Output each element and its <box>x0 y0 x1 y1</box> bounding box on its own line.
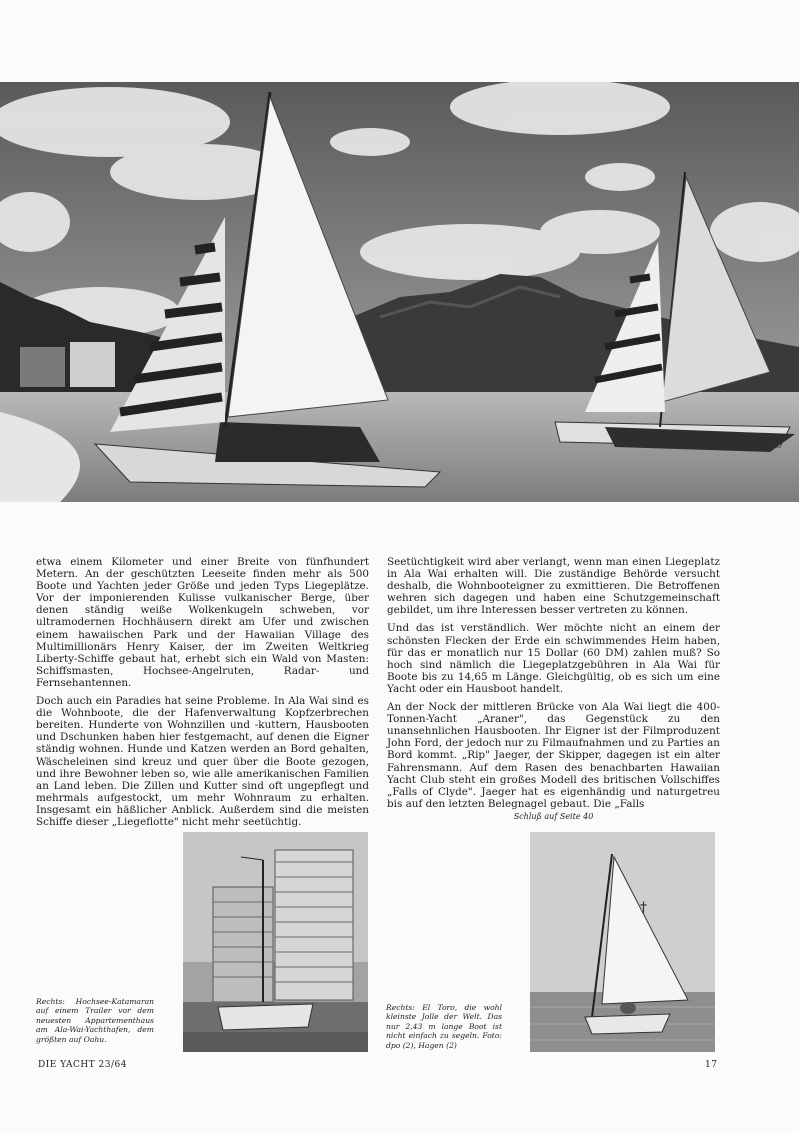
photo-harbor-apartment <box>183 832 368 1052</box>
text-column-right <box>387 556 720 823</box>
paragraph: Seetüchtigkeit wird aber verlangt, wenn man einen Liegeplatz in Ala Wai erhalten will. Die zuständige Behörde versucht deshalb, die Wohnbooteigner zu exmittieren. Die Betroffenen wehren sich dagegen und haben eine Schutzgemeinschaft gebildet, um ihre Interessen besser vertreten zu können. <box>387 556 720 617</box>
paragraph: Und das ist verständlich. Wer möchte nicht an einem der schönsten Flecken der Erde ein schwimmendes Heim haben, für das er monatlich nur 15 Dollar (60 DM) zahlen muß? So hoch sind nämlich die Liegeplatzgebühren in Ala Wai für Boote bis zu 14,65 m Länge. Gleichgültig, ob es sich um eine Yacht oder ein Hausboot handelt. <box>387 622 720 695</box>
footer-magazine: DIE YACHT 23/64 <box>38 1060 127 1070</box>
photo-harbor-apartment-image <box>183 832 368 1052</box>
paragraph: Doch auch ein Paradies hat seine Probleme. In Ala Wai sind es die Wohnboote, die der Hafenverwaltung Kopfzerbrechen bereiten. Hunderte von Wohnzillen und -kuttern, Hausbooten und Dschunken haben hier festgemacht, auf denen die Eigner ständig wohnen. Hunde und Katzen werden an Bord gehalten, Wäscheleinen sind kreuz und quer über die Boote gezogen, und ihre Bewohner leben so, wie alle amerikanischen Familien an Land leben. Die Zillen und Kutter sind oft ungepflegt und mehrmals aufgestockt, um mehr Wohnraum zu erhalten. Insgesamt ein häßlicher Anblick. Außerdem sind die meisten Schiffe dieser „Liegeflotte" nicht mehr seetüchtig. <box>36 695 369 828</box>
main-photo <box>0 82 799 502</box>
page-number: 17 <box>705 1060 718 1070</box>
continued-note: Schluß auf Seite 40 <box>513 811 594 821</box>
paragraph: An der Nock der mittleren Brücke von Ala Wai liegt die 400-Tonnen-Yacht „Araner", das Gegenstück zu den unansehnlichen Hausbooten. Ihr Eigner ist der Filmproduzent John Ford, der jedoch nur zu Filmaufnahmen und zu Parties an Bord kommt. „Rip" Jaeger, der Skipper, dagegen ist ein alter Fahrensmann. Auf dem Rasen des benachbarten Hawaiian Yacht Club steht ein großes Modell des britischen Vollschiffes „Falls of Clyde". Jaeger hat es eigenhändig und naturgetreu bis auf den letzten Belegnagel gebaut. Die „Falls <box>387 701 720 810</box>
caption-right: Rechts: El Toro, die wohl kleinste Jolle der Welt. Das nur 2,43 m lange Boot ist nicht einfach zu segeln. Foto: dpo (2), Hagen (2) <box>386 1003 502 1050</box>
text-column-left <box>36 556 369 834</box>
main-photo-image <box>0 82 799 502</box>
photo-el-toro-dinghy-image <box>530 832 715 1052</box>
photo-el-toro-dinghy <box>530 832 715 1052</box>
svg-text:†: † <box>640 900 647 916</box>
caption-left: Rechts: Hochsee-Katamaran auf einem Trailer vor dem neuesten Appartementhaus am Ala-Wai-Yachthafen, dem größten auf Oahu. <box>36 997 154 1044</box>
paragraph: etwa einem Kilometer und einer Breite von fünfhundert Metern. An der geschützten Leeseite finden mehr als 500 Boote und Yachten jeder Größe und jeden Typs Liegeplätze. Vor der imponierenden Kulisse vulkanischer Berge, über denen ständig weiße Wolkenkugeln schweben, vor ultramodernen Hochhäusern direkt am Ufer und zwischen einem hawaiischen Park und der Hawaiian Village des Multimillionärs Henry Kaiser, der im Zweiten Weltkrieg Liberty-Schiffe gebaut hat, erhebt sich ein Wald von Masten: Schiffsmasten, Hochsee-Angelruten, Radar- und Fernsehantennen. <box>36 556 369 689</box>
